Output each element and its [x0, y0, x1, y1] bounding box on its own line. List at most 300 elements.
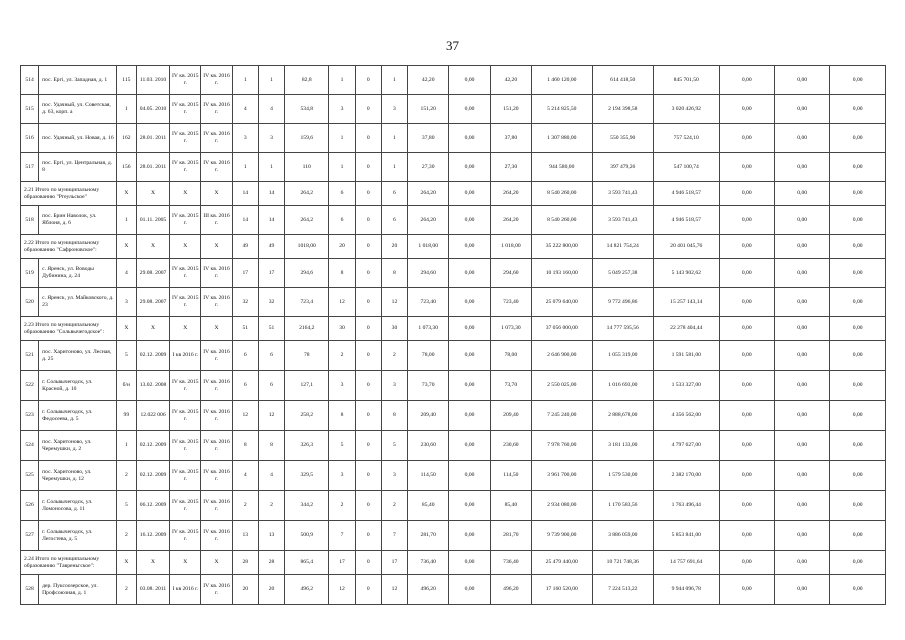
table-cell: 0: [355, 182, 381, 206]
table-cell: 114,50: [490, 461, 531, 491]
table-cell: 37,80: [408, 124, 449, 153]
table-cell: 17: [258, 259, 284, 288]
table-cell: 0,00: [719, 317, 774, 341]
table-cell: 6: [258, 341, 284, 371]
table-cell: 3 886 059,00: [592, 521, 653, 551]
table-cell: 1 073,30: [490, 317, 531, 341]
table-cell: 281,70: [490, 521, 531, 551]
table-cell: 0,00: [830, 206, 886, 235]
table-cell: 14 757 691,64: [654, 551, 720, 575]
table-cell: 1 170 583,56: [592, 491, 653, 521]
table-cell: X: [170, 182, 201, 206]
table-cell: 0,00: [774, 401, 829, 431]
table-cell: 0,00: [830, 259, 886, 288]
table-cell: 0,00: [774, 235, 829, 259]
table-cell: 13: [232, 521, 258, 551]
table-cell: IV кв. 2016 г.: [201, 124, 232, 153]
table-cell: 2: [116, 461, 136, 491]
table-cell: 0,00: [719, 95, 774, 124]
table-cell: 0: [355, 288, 381, 317]
table-cell: 4: [232, 461, 258, 491]
table-cell: 0,00: [449, 401, 490, 431]
table-cell: 736,40: [408, 551, 449, 575]
table-cell: 0,00: [449, 491, 490, 521]
table-cell: 0,00: [449, 575, 490, 605]
table-cell: 0,00: [830, 461, 886, 491]
table-cell: 51: [232, 317, 258, 341]
table-row: [21, 95, 886, 124]
table-cell: 14: [232, 206, 258, 235]
table-cell: 0,00: [719, 491, 774, 521]
table-cell: 0,00: [830, 341, 886, 371]
table-cell: 1 591 581,00: [654, 341, 720, 371]
table-cell: 281,70: [408, 521, 449, 551]
table-cell: 6: [381, 182, 407, 206]
table-cell: 151,20: [490, 95, 531, 124]
subtotal-row: [21, 317, 886, 341]
table-cell: 04.05. 2010: [136, 95, 169, 124]
table-cell: 0,00: [449, 551, 490, 575]
table-cell: IV кв. 2015 г.: [170, 206, 201, 235]
table-cell: 78: [285, 341, 329, 371]
table-cell: 0,00: [449, 317, 490, 341]
table-cell: 0,00: [830, 66, 886, 95]
table-cell: 517: [21, 153, 39, 182]
table-row: [21, 401, 886, 431]
subtotal-label-cell: 2.22 Итого по муниципальному образованию "Сафроновское":: [21, 235, 117, 259]
table-cell: 0,00: [830, 317, 886, 341]
table-row: [21, 259, 886, 288]
table-cell: 0,00: [830, 124, 886, 153]
table-cell: 12: [381, 288, 407, 317]
table-cell: 42,20: [490, 66, 531, 95]
table-cell: 0: [355, 551, 381, 575]
table-cell: X: [136, 317, 169, 341]
table-cell: 2: [116, 521, 136, 551]
table-cell: 4 946 518,57: [654, 206, 720, 235]
table-cell: IV кв. 2016 г.: [201, 259, 232, 288]
table-cell: 3 593 741,43: [592, 182, 653, 206]
table-cell: 29.08. 2007: [136, 259, 169, 288]
table-cell: 0: [355, 401, 381, 431]
table-cell: IV кв. 2016 г.: [201, 461, 232, 491]
table-cell: 230,60: [408, 431, 449, 461]
table-cell: 01.11. 2005: [136, 206, 169, 235]
table-cell: 17: [232, 259, 258, 288]
table-cell: 12.022 006: [136, 401, 169, 431]
table-row: [21, 521, 886, 551]
table-cell: IV кв. 2015 г.: [170, 491, 201, 521]
table-cell: 6: [329, 182, 355, 206]
table-cell: 550 355,90: [592, 124, 653, 153]
table-cell: пос. Удачный, ул. Советская, д. 63, корп. а: [39, 95, 117, 124]
table-cell: 2: [381, 491, 407, 521]
table-cell: 496,20: [408, 575, 449, 605]
table-cell: IV кв. 2016 г.: [201, 521, 232, 551]
table-cell: III кв. 2016 г.: [201, 206, 232, 235]
table-cell: 0,00: [719, 124, 774, 153]
table-cell: 0,00: [449, 153, 490, 182]
table-cell: 8: [232, 431, 258, 461]
table-cell: 496,20: [490, 575, 531, 605]
table-cell: 0,00: [719, 401, 774, 431]
table-cell: 9 739 900,00: [532, 521, 592, 551]
table-cell: пос. Харитоново, ул. Лесная, д. 25: [39, 341, 117, 371]
table-cell: 0: [355, 371, 381, 401]
table-cell: г. Сольвычегодск, ул. Ломоносова, д. 11: [39, 491, 117, 521]
table-cell: 944 580,00: [532, 153, 592, 182]
table-cell: 20: [329, 235, 355, 259]
table-cell: 17 160 520,00: [532, 575, 592, 605]
subtotal-row: [21, 182, 886, 206]
table-cell: 9 772 496,86: [592, 288, 653, 317]
table-cell: 0,00: [719, 461, 774, 491]
table-cell: X: [170, 551, 201, 575]
table-cell: 0,00: [719, 431, 774, 461]
table-cell: 110: [285, 153, 329, 182]
table-cell: 1: [329, 124, 355, 153]
table-cell: 0,00: [719, 182, 774, 206]
table-cell: 0,00: [449, 341, 490, 371]
table-row: [21, 491, 886, 521]
table-cell: 4: [116, 259, 136, 288]
table-cell: 2 646 900,00: [532, 341, 592, 371]
table-cell: 0,00: [449, 182, 490, 206]
table-cell: X: [136, 235, 169, 259]
table-cell: 82,8: [285, 66, 329, 95]
table-cell: I кв 2016 г.: [170, 341, 201, 371]
table-cell: 4: [232, 95, 258, 124]
subtotal-row: [21, 235, 886, 259]
table-row: [21, 206, 886, 235]
table-cell: 515: [21, 95, 39, 124]
table-cell: 49: [258, 235, 284, 259]
table-cell: 3: [381, 371, 407, 401]
table-row: [21, 124, 886, 153]
table-cell: 5 214 825,50: [532, 95, 592, 124]
table-cell: 03.08. 2011: [136, 575, 169, 605]
table-cell: X: [201, 317, 232, 341]
table-cell: 0,00: [830, 431, 886, 461]
table-cell: 0: [355, 575, 381, 605]
table-cell: 3: [116, 288, 136, 317]
table-cell: пос. Харитоново, ул. Черемушки, д. 2: [39, 431, 117, 461]
table-cell: 0,00: [830, 153, 886, 182]
table-cell: 0,00: [449, 124, 490, 153]
table-cell: 28: [232, 551, 258, 575]
table-cell: 0,00: [449, 431, 490, 461]
table-cell: 156: [116, 153, 136, 182]
table-cell: 1 018,00: [490, 235, 531, 259]
table-cell: 85,40: [408, 491, 449, 521]
table-cell: пос. Ергі, ул. Западная, д. 1: [39, 66, 117, 95]
table-cell: 5 143 902,62: [654, 259, 720, 288]
table-cell: 0,00: [830, 182, 886, 206]
table-cell: 32: [232, 288, 258, 317]
table-cell: 3: [381, 461, 407, 491]
table-cell: 1 016 693,00: [592, 371, 653, 401]
table-cell: 15 257 143,14: [654, 288, 720, 317]
table-cell: 0,00: [449, 235, 490, 259]
table-cell: X: [170, 317, 201, 341]
table-cell: 527: [21, 521, 39, 551]
table-cell: г. Сольвычегодск, ул. Легостева, д. 5: [39, 521, 117, 551]
table-cell: 500,9: [285, 521, 329, 551]
table-cell: 0,00: [830, 551, 886, 575]
table-cell: 3: [258, 124, 284, 153]
page-number: 37: [446, 38, 459, 53]
table-cell: 0: [355, 491, 381, 521]
table-cell: 518: [21, 206, 39, 235]
table-cell: 30: [381, 317, 407, 341]
table-cell: 3: [381, 95, 407, 124]
table-cell: X: [170, 235, 201, 259]
table-cell: 0,00: [719, 575, 774, 605]
table-cell: 12: [258, 401, 284, 431]
table-cell: 526: [21, 491, 39, 521]
table-cell: 3 020 426,92: [654, 95, 720, 124]
table-cell: 516: [21, 124, 39, 153]
table-cell: 78,00: [490, 341, 531, 371]
table-cell: 0,00: [449, 95, 490, 124]
table-cell: с. Яренск, ул. Воводы Дубинина, д. 24: [39, 259, 117, 288]
housing-register-table: [20, 65, 886, 605]
table-cell: 264,20: [490, 182, 531, 206]
table-cell: 25 479 440,00: [532, 551, 592, 575]
table-cell: 1 533 327,00: [654, 371, 720, 401]
table-cell: 523: [21, 401, 39, 431]
table-cell: 209,40: [408, 401, 449, 431]
table-cell: 3: [329, 461, 355, 491]
table-cell: 4 946 518,57: [654, 182, 720, 206]
table-cell: 209,40: [490, 401, 531, 431]
table-cell: 0: [355, 95, 381, 124]
table-cell: 1: [329, 66, 355, 95]
table-cell: 30: [329, 317, 355, 341]
table-cell: 1 073,30: [408, 317, 449, 341]
table-cell: 25 079 640,00: [532, 288, 592, 317]
table-cell: 0,00: [719, 153, 774, 182]
table-cell: 27,30: [490, 153, 531, 182]
table-cell: 0,00: [774, 575, 829, 605]
table-cell: 37 056 000,00: [532, 317, 592, 341]
table-cell: 0,00: [774, 288, 829, 317]
table-cell: IV кв. 2016 г.: [201, 401, 232, 431]
table-cell: IV кв. 2015 г.: [170, 431, 201, 461]
table-cell: 6: [232, 341, 258, 371]
table-cell: IV кв. 2015 г.: [170, 259, 201, 288]
table-cell: 85,40: [490, 491, 531, 521]
table-cell: 0: [355, 341, 381, 371]
subtotal-label-cell: 2.24 Итого по муниципальному образованию "Тавреньгское":: [21, 551, 117, 575]
table-cell: 0: [355, 521, 381, 551]
table-cell: 51: [258, 317, 284, 341]
table-cell: 02.12. 2009: [136, 431, 169, 461]
table-row: [21, 66, 886, 95]
table-cell: 5: [116, 341, 136, 371]
subtotal-label-cell: 2.23 Итого по муниципальному образованию "Сольвычегодское":: [21, 317, 117, 341]
table-cell: 0,00: [830, 288, 886, 317]
table-cell: X: [116, 235, 136, 259]
table-cell: 7 978 760,00: [532, 431, 592, 461]
table-cell: 2 888,678,00: [592, 401, 653, 431]
table-cell: 3 961 700,00: [532, 461, 592, 491]
table-cell: б/н: [116, 371, 136, 401]
table-cell: 0,00: [719, 521, 774, 551]
table-cell: 8: [329, 259, 355, 288]
table-cell: IV кв. 2016 г.: [201, 431, 232, 461]
table-cell: 12: [232, 401, 258, 431]
table-cell: 7: [329, 521, 355, 551]
table-cell: X: [136, 182, 169, 206]
table-cell: 2 934 080,00: [532, 491, 592, 521]
table-cell: 264,2: [285, 206, 329, 235]
table-cell: X: [201, 551, 232, 575]
table-cell: IV кв. 2015 г.: [170, 153, 201, 182]
table-cell: 0,00: [449, 371, 490, 401]
table-cell: 723,40: [408, 288, 449, 317]
table-cell: 20: [258, 575, 284, 605]
table-cell: IV кв. 2015 г.: [170, 461, 201, 491]
table-cell: 294,60: [408, 259, 449, 288]
table-cell: IV кв. 2015 г.: [170, 521, 201, 551]
table-cell: 0,00: [449, 206, 490, 235]
table-row: [21, 153, 886, 182]
table-cell: 8: [329, 401, 355, 431]
table-cell: 12: [381, 575, 407, 605]
table-cell: 3: [329, 95, 355, 124]
table-cell: 5 853 841,00: [654, 521, 720, 551]
table-cell: 1: [232, 153, 258, 182]
table-cell: 78,00: [408, 341, 449, 371]
table-cell: 0,00: [830, 575, 886, 605]
table-cell: 13: [258, 521, 284, 551]
table-cell: 1: [329, 153, 355, 182]
table-cell: 264,20: [490, 206, 531, 235]
table-cell: 230,60: [490, 431, 531, 461]
table-cell: 20: [232, 575, 258, 605]
table-cell: 0,00: [774, 66, 829, 95]
table-cell: 6: [258, 371, 284, 401]
table-cell: с. Яренск, ул. Майковского, д. 23: [39, 288, 117, 317]
table-cell: 1: [258, 66, 284, 95]
table-cell: 2: [329, 491, 355, 521]
table-cell: г. Сольвычегодск, ул. Федосеева, д. 5: [39, 401, 117, 431]
table-cell: 7 224 513,22: [592, 575, 653, 605]
table-cell: 8 540 260,00: [532, 206, 592, 235]
table-cell: 6: [232, 371, 258, 401]
subtotal-row: [21, 551, 886, 575]
table-cell: IV кв. 2016 г.: [201, 575, 232, 605]
table-cell: 2 550 025,00: [532, 371, 592, 401]
table-cell: IV кв. 2016 г.: [201, 95, 232, 124]
table-cell: 614 418,50: [592, 66, 653, 95]
table-cell: IV кв. 2015 г.: [170, 124, 201, 153]
table-cell: 159,6: [285, 124, 329, 153]
table-cell: 8: [258, 431, 284, 461]
table-cell: 162: [116, 124, 136, 153]
table-cell: 35 222 800,00: [532, 235, 592, 259]
table-cell: 4 797 627,00: [654, 431, 720, 461]
table-cell: дер. Пуксоозерское, ул. Профсоюзная, д. 1: [39, 575, 117, 605]
table-cell: 522: [21, 371, 39, 401]
table-cell: 326,3: [285, 431, 329, 461]
table-row: [21, 461, 886, 491]
table-cell: X: [136, 551, 169, 575]
table-body: [21, 66, 886, 605]
table-cell: X: [116, 551, 136, 575]
table-cell: 525: [21, 461, 39, 491]
table-cell: 845 701,50: [654, 66, 720, 95]
table-cell: 757 524,10: [654, 124, 720, 153]
table-cell: 73,70: [490, 371, 531, 401]
table-cell: 0,00: [719, 235, 774, 259]
table-cell: 0,00: [774, 259, 829, 288]
table-cell: 0: [355, 259, 381, 288]
table-cell: 514: [21, 66, 39, 95]
table-cell: 0,00: [774, 153, 829, 182]
table-cell: X: [201, 235, 232, 259]
table-cell: 0,00: [719, 66, 774, 95]
table-cell: 5: [329, 431, 355, 461]
table-cell: 0,00: [774, 461, 829, 491]
table-row: [21, 341, 886, 371]
table-cell: 1: [116, 95, 136, 124]
table-cell: 0,00: [830, 371, 886, 401]
table-cell: 42,20: [408, 66, 449, 95]
table-cell: 37,80: [490, 124, 531, 153]
table-cell: пос. Ергі, ул. Центральная, д. 8: [39, 153, 117, 182]
table-cell: 344,2: [285, 491, 329, 521]
table-cell: IV кв. 2015 г.: [170, 288, 201, 317]
table-cell: 520: [21, 288, 39, 317]
table-cell: 0,00: [449, 66, 490, 95]
table-cell: 1 055 319,00: [592, 341, 653, 371]
table-cell: 2: [381, 341, 407, 371]
table-cell: IV кв. 2016 г.: [201, 288, 232, 317]
table-cell: 1018,00: [285, 235, 329, 259]
table-cell: 1 460 120,00: [532, 66, 592, 95]
table-cell: 723,4: [285, 288, 329, 317]
table-cell: 3: [329, 371, 355, 401]
table-cell: 10 721 748,36: [592, 551, 653, 575]
table-cell: 1: [232, 66, 258, 95]
table-cell: 0,00: [774, 491, 829, 521]
table-cell: 20 401 045,76: [654, 235, 720, 259]
table-cell: 0,00: [449, 461, 490, 491]
table-cell: 7 245 240,00: [532, 401, 592, 431]
table-cell: 02.12. 2009: [136, 461, 169, 491]
table-cell: 0: [355, 431, 381, 461]
table-cell: X: [116, 182, 136, 206]
table-cell: 0,00: [449, 288, 490, 317]
table-cell: 17: [381, 551, 407, 575]
table-cell: 264,2: [285, 182, 329, 206]
table-cell: 519: [21, 259, 39, 288]
table-cell: 0,00: [774, 95, 829, 124]
table-cell: 12: [329, 575, 355, 605]
table-row: [21, 288, 886, 317]
table-cell: 0,00: [719, 288, 774, 317]
table-cell: 2: [232, 491, 258, 521]
table-cell: пос. Брин Наволок, ул. Яблоня, д. 6: [39, 206, 117, 235]
table-cell: 13.02. 2008: [136, 371, 169, 401]
table-cell: 1: [381, 124, 407, 153]
table-cell: 12: [329, 288, 355, 317]
table-cell: 2: [258, 491, 284, 521]
table-cell: 0,00: [774, 182, 829, 206]
table-cell: 1 579 530,00: [592, 461, 653, 491]
